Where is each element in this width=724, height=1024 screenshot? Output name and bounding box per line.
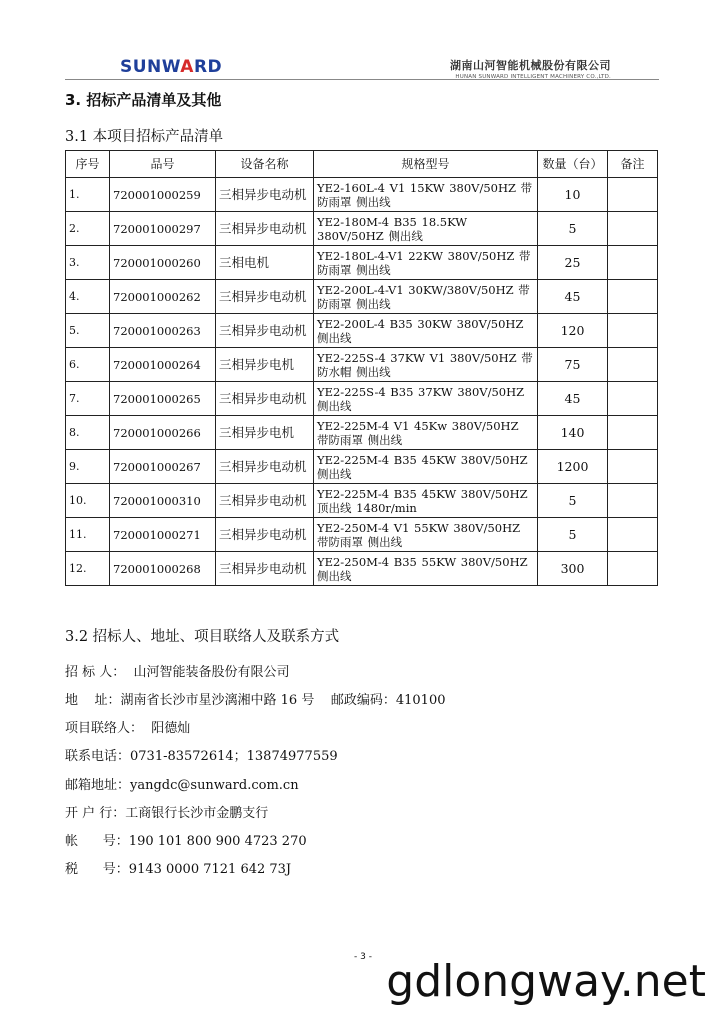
col-header-code: 品号 [110,151,216,178]
company-name-cn: 湖南山河智能机械股份有限公司 [450,59,611,72]
cell-qty: 45 [538,280,608,314]
table-row [66,416,658,450]
cell-spec: YE2-225S-4 37KW V1 380V/50HZ 带防水帽 侧出线 [314,348,538,382]
cell-qty: 1200 [538,450,608,484]
cell-qty: 5 [538,484,608,518]
subsection-title-products: 3.1 本项目招标产品清单 [65,129,224,145]
cell-index: 12. [66,552,110,586]
cell-spec: YE2-250M-4 B35 55KW 380V/50HZ 侧出线 [314,552,538,586]
cell-note [608,246,658,280]
cell-qty: 300 [538,552,608,586]
cell-spec: YE2-225M-4 B35 45KW 380V/50HZ 顶出线 1480r/min [314,484,538,518]
table-row [66,382,658,416]
cell-note [608,314,658,348]
cell-name: 三相异步电动机 [216,484,314,518]
cell-spec: YE2-160L-4 V1 15KW 380V/50HZ 带防雨罩 侧出线 [314,178,538,212]
product-table [65,150,658,586]
cell-note [608,348,658,382]
col-header-index: 序号 [66,151,110,178]
cell-qty: 120 [538,314,608,348]
cell-note [608,450,658,484]
tenderer-line: 招 标 人： 山河智能装备股份有限公司 [65,665,290,680]
table-row [66,450,658,484]
cell-index: 1. [66,178,110,212]
cell-name: 三相异步电动机 [216,518,314,552]
cell-qty: 140 [538,416,608,450]
table-row [66,518,658,552]
cell-note [608,178,658,212]
company-name-en: HUNAN SUNWARD INTELLIGENT MACHINERY CO.,LTD. [455,74,611,80]
cell-name: 三相异步电动机 [216,178,314,212]
page-number: - 3 - [354,952,372,962]
cell-index: 2. [66,212,110,246]
cell-note [608,416,658,450]
phone-line: 联系电话：0731-83572614；13874977559 [65,749,338,764]
cell-name: 三相异步电机 [216,348,314,382]
cell-code: 720001000310 [110,484,216,518]
cell-spec: YE2-180L-4-V1 22KW 380V/50HZ 带防雨罩 侧出线 [314,246,538,280]
address-line: 地 址：湖南省长沙市星沙漓湘中路 16 号 邮政编码：410100 [65,693,446,708]
cell-code: 720001000262 [110,280,216,314]
cell-index: 11. [66,518,110,552]
cell-code: 720001000263 [110,314,216,348]
cell-index: 5. [66,314,110,348]
logo-text-1: SUNW [120,57,181,77]
cell-name: 三相异步电动机 [216,552,314,586]
cell-code: 720001000265 [110,382,216,416]
cell-qty: 10 [538,178,608,212]
logo-text-2: A [180,57,194,77]
table-row [66,314,658,348]
cell-note [608,484,658,518]
table-row [66,348,658,382]
cell-index: 3. [66,246,110,280]
account-line: 帐 号：190 101 800 900 4723 270 [65,834,307,849]
section-title: 3. 招标产品清单及其他 [65,91,222,109]
subsection-title-contact: 3.2 招标人、地址、项目联络人及联系方式 [65,629,340,645]
cell-spec: YE2-200L-4 B35 30KW 380V/50HZ 侧出线 [314,314,538,348]
cell-index: 4. [66,280,110,314]
cell-code: 720001000264 [110,348,216,382]
col-header-spec: 规格型号 [314,151,538,178]
cell-code: 720001000260 [110,246,216,280]
cell-note [608,280,658,314]
cell-code: 720001000259 [110,178,216,212]
cell-index: 6. [66,348,110,382]
cell-qty: 75 [538,348,608,382]
logo-text-3: RD [193,57,223,77]
table-row [66,212,658,246]
cell-qty: 5 [538,212,608,246]
cell-code: 720001000268 [110,552,216,586]
cell-code: 720001000266 [110,416,216,450]
sunward-logo [120,57,222,77]
cell-code: 720001000267 [110,450,216,484]
cell-spec: YE2-180M-4 B35 18.5KW 380V/50HZ 侧出线 [314,212,538,246]
col-header-name: 设备名称 [216,151,314,178]
company-header [450,57,611,80]
col-header-qty: 数量（台） [538,151,608,178]
cell-name: 三相异步电动机 [216,450,314,484]
cell-qty: 5 [538,518,608,552]
header-divider [65,79,659,80]
cell-name: 三相异步电动机 [216,212,314,246]
cell-name: 三相异步电动机 [216,314,314,348]
email-line: 邮箱地址：yangdc@sunward.com.cn [65,778,299,793]
cell-name: 三相异步电机 [216,416,314,450]
watermark-text: gdlongway.net [386,956,706,1007]
cell-spec: YE2-225M-4 B35 45KW 380V/50HZ 侧出线 [314,450,538,484]
cell-name: 三相电机 [216,246,314,280]
cell-spec: YE2-225M-4 V1 45Kw 380V/50HZ 带防雨罩 侧出线 [314,416,538,450]
cell-index: 7. [66,382,110,416]
cell-index: 8. [66,416,110,450]
cell-code: 720001000297 [110,212,216,246]
bank-line: 开 户 行：工商银行长沙市金鹏支行 [65,806,269,821]
col-header-note: 备注 [608,151,658,178]
table-row [66,552,658,586]
cell-name: 三相异步电动机 [216,280,314,314]
cell-code: 720001000271 [110,518,216,552]
table-row [66,246,658,280]
cell-name: 三相异步电动机 [216,382,314,416]
cell-spec: YE2-225S-4 B35 37KW 380V/50HZ 侧出线 [314,382,538,416]
cell-index: 9. [66,450,110,484]
table-row [66,280,658,314]
tax-line: 税 号：9143 0000 7121 642 73J [65,862,292,877]
table-row [66,484,658,518]
cell-spec: YE2-250M-4 V1 55KW 380V/50HZ 带防雨罩 侧出线 [314,518,538,552]
cell-spec: YE2-200L-4-V1 30KW/380V/50HZ 带防雨罩 侧出线 [314,280,538,314]
cell-note [608,212,658,246]
cell-note [608,552,658,586]
table-row [66,178,658,212]
liaison-line: 项目联络人： 阳德灿 [65,721,191,736]
cell-index: 10. [66,484,110,518]
cell-note [608,518,658,552]
cell-note [608,382,658,416]
cell-qty: 25 [538,246,608,280]
table-header-row [66,151,658,178]
cell-qty: 45 [538,382,608,416]
